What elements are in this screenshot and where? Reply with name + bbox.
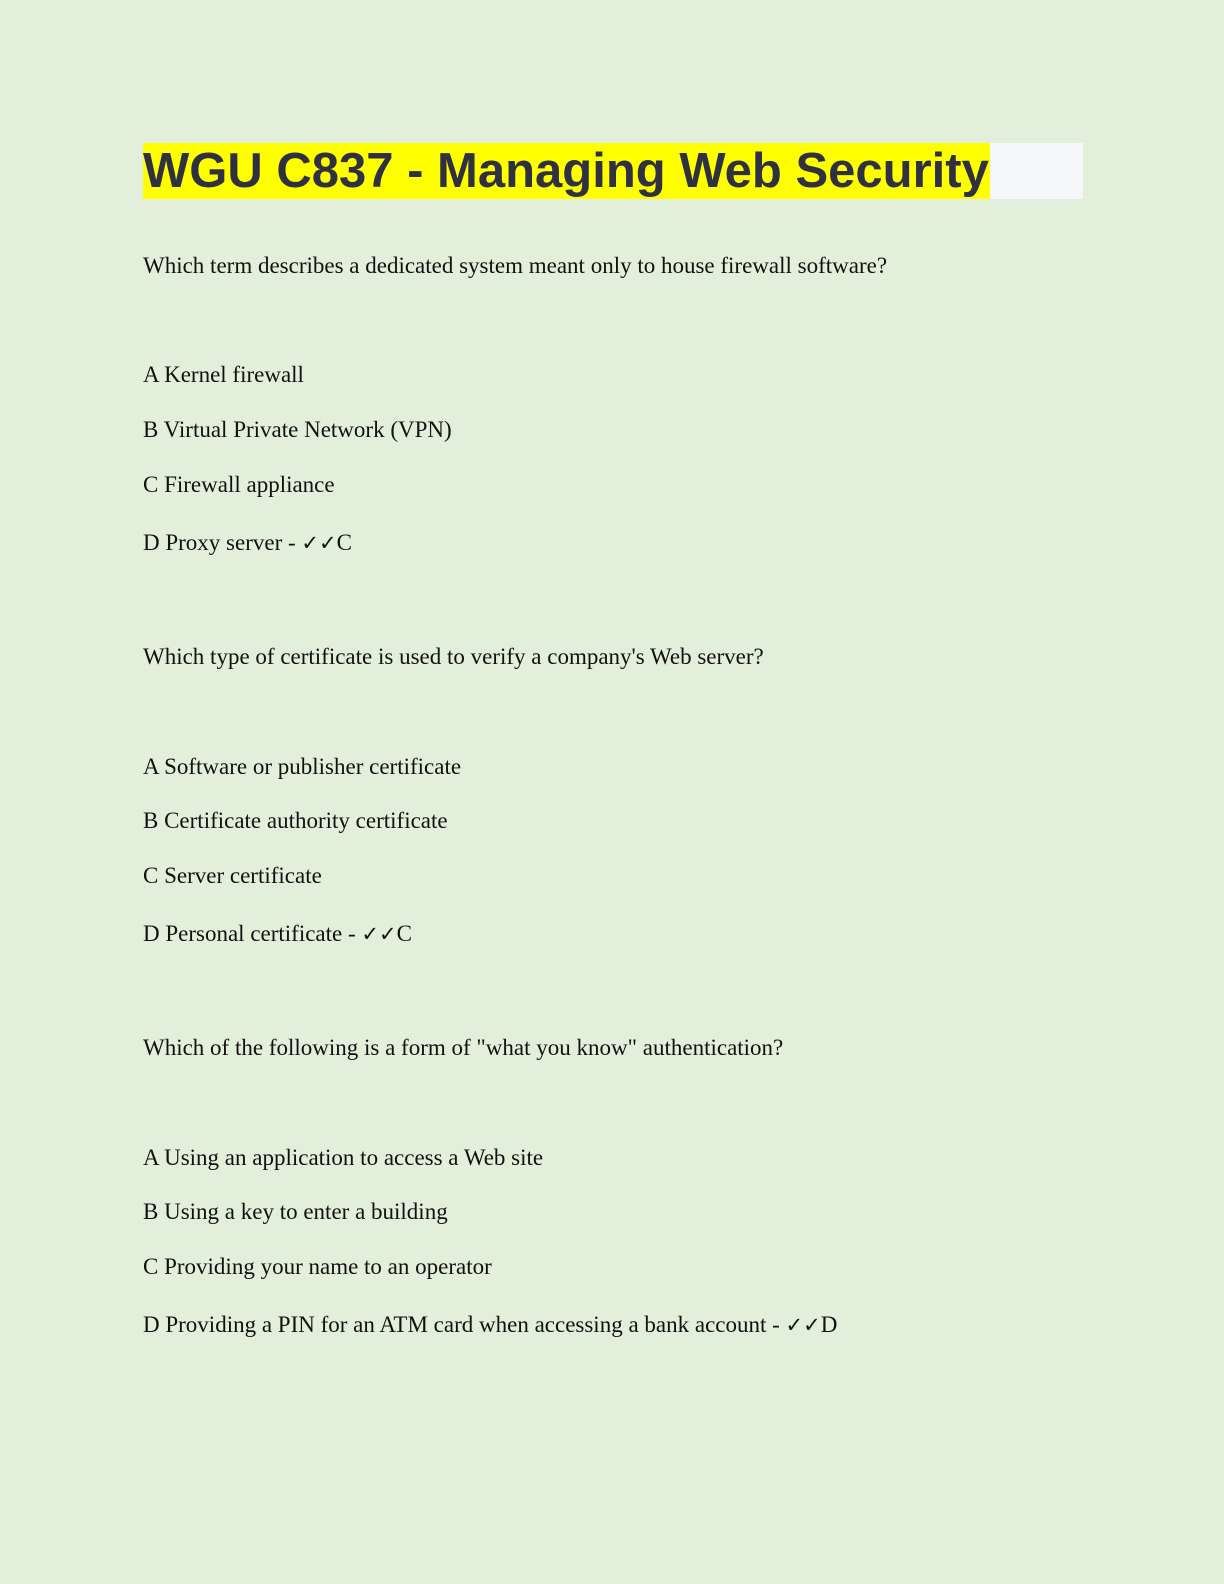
- checkmark-icon: ✓✓: [785, 1313, 821, 1337]
- question-1-option-c: C Firewall appliance: [143, 472, 335, 497]
- question-2-option-c: C Server certificate: [143, 863, 322, 888]
- checkmark-icon: ✓✓: [361, 922, 397, 946]
- question-1-option-b: B Virtual Private Network (VPN): [143, 417, 452, 442]
- question-3-option-b: B Using a key to enter a building: [143, 1199, 448, 1224]
- question-3-option-c: C Providing your name to an operator: [143, 1254, 492, 1279]
- question-3-answer: D: [820, 1312, 838, 1337]
- question-2-option-d: D Personal certificate -: [143, 921, 362, 946]
- question-1-option-d: D Proxy server -: [143, 530, 302, 555]
- question-3-option-d: D Providing a PIN for an ATM card when accessing a bank account -: [143, 1312, 786, 1337]
- question-1-answer: C: [336, 530, 352, 555]
- question-1-text: Which term describes a dedicated system meant only to house firewall software?: [143, 253, 888, 278]
- question-2-answer: C: [396, 921, 412, 946]
- question-1-option-a: A Kernel firewall: [143, 362, 304, 387]
- question-2-option-a: A Software or publisher certificate: [143, 754, 462, 779]
- question-3-option-d-line: [143, 1311, 837, 1339]
- title-banner: [143, 143, 1083, 199]
- question-1-option-d-line: [143, 529, 352, 557]
- question-2-option-d-line: [143, 920, 412, 948]
- checkmark-icon: ✓✓: [301, 531, 337, 555]
- document-title: WGU C837 - Managing Web Security: [143, 144, 989, 198]
- question-3-text: Which of the following is a form of "what you know" authentication?: [143, 1035, 784, 1060]
- question-3-option-a: A Using an application to access a Web site: [143, 1145, 544, 1170]
- question-2-text: Which type of certificate is used to verify a company's Web server?: [143, 644, 764, 669]
- question-2-option-b: B Certificate authority certificate: [143, 808, 448, 833]
